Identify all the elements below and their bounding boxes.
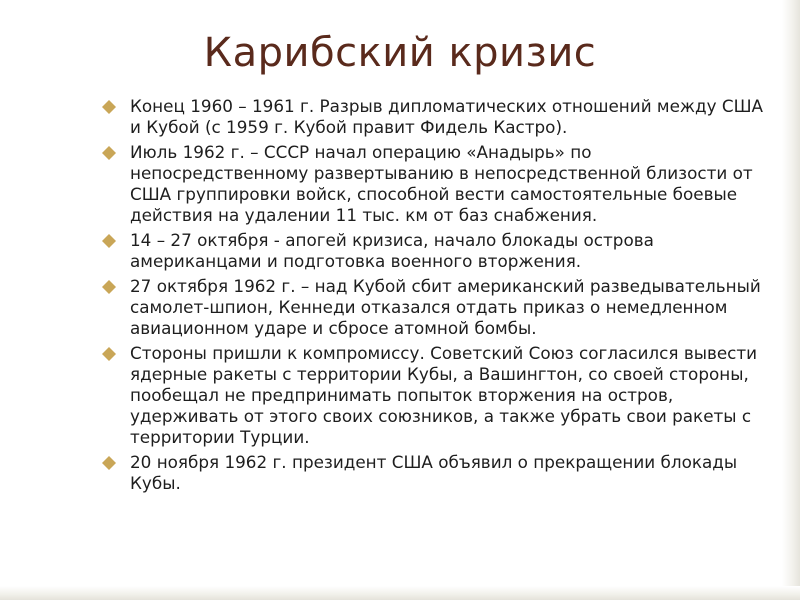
diamond-bullet-icon	[102, 146, 116, 153]
bullet-text: 14 – 27 октября - апогей кризиса, начало блокады острова американцами и подготовка военного вторжения.	[130, 230, 654, 271]
slide-title: Карибский кризис	[203, 30, 597, 76]
bullet-item	[98, 452, 770, 494]
bullet-list	[98, 96, 770, 498]
bullet-item	[98, 142, 770, 226]
bullet-text: Конец 1960 – 1961 г. Разрыв дипломатических отношений между США и Кубой (с 1959 г. Кубой правит Фидель Кастро).	[130, 96, 764, 137]
diamond-bullet-icon	[102, 456, 116, 463]
bullet-text: 20 ноября 1962 г. президент США объявил о прекращении блокады Кубы.	[130, 452, 738, 493]
bullet-text: 27 октября 1962 г. – над Кубой сбит американский разведывательный самолет-шпион, Кеннеди отказался отдать приказ о немедленном авиационном ударе и сбросе атомной бомбы.	[130, 276, 761, 338]
bullet-text: Стороны пришли к компромиссу. Советский Союз согласился вывести ядерные ракеты с территории Кубы, а Вашингтон, со своей стороны, пообещал не предпринимать попыток вторжения на остров, удерживать от этого своих союзников, а также убрать свои ракеты с территории Турции.	[130, 343, 758, 447]
bullet-item	[98, 343, 770, 448]
diamond-bullet-icon	[102, 100, 116, 107]
diamond-bullet-icon	[102, 280, 116, 287]
slide-edge-right	[782, 0, 800, 600]
diamond-bullet-icon	[102, 347, 116, 354]
diamond-bullet-icon	[102, 234, 116, 241]
bullet-item	[98, 230, 770, 272]
bullet-item	[98, 96, 770, 138]
bullet-item	[98, 276, 770, 339]
bullet-text: Июль 1962 г. – СССР начал операцию «Анадырь» по непосредственному развертыванию в непосредственной близости от США группировки войск, способной вести самостоятельные боевые действия на удалении 11 тыс. км от баз снабжения.	[130, 142, 753, 225]
slide-edge-bottom	[0, 586, 800, 600]
